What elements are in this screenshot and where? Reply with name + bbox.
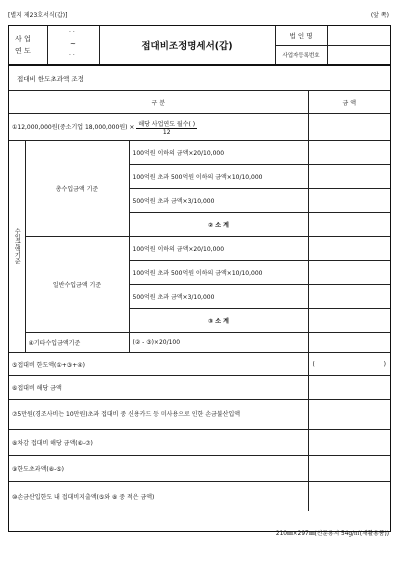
period-tilde: ~: [70, 40, 76, 48]
amount-cell-other[interactable]: [308, 333, 390, 353]
limit-paren-open: (: [312, 361, 315, 368]
col-header-amount: 금 액: [308, 91, 390, 114]
rate-b-1: 100억원 이하의 금액×20/10,000: [129, 237, 308, 261]
total-revenue-basis-label: 총수입금액 기준: [25, 141, 129, 237]
adjustment-table: [9, 90, 390, 511]
form-number: [별지 제23호서식(갑)]: [8, 12, 68, 19]
limit-amount-label: ⑤접대비 한도액(①+③+④): [9, 353, 308, 376]
table-row: [9, 353, 390, 376]
table-row: [9, 482, 390, 511]
other-revenue-basis-label: ④기타수입금액기준: [25, 333, 129, 353]
amount-cell-8[interactable]: [308, 430, 390, 456]
table-row: [9, 400, 390, 430]
fiscal-year-label-cell: [9, 26, 48, 64]
table-row: [9, 237, 390, 261]
limit-paren-close: ): [383, 361, 386, 368]
section-title: 접대비 한도초과액 조정: [17, 75, 84, 83]
entertainment-expense-label: ⑥접대비 해당 금액: [9, 376, 308, 400]
col-header-item: 구 분: [9, 91, 308, 114]
base-amount-label: [9, 114, 308, 141]
amount-cell-a2[interactable]: [308, 165, 390, 189]
months-numerator: 해당 사업연도 월수( ): [138, 120, 196, 128]
table-row: [9, 333, 390, 353]
base-amount-text: ①12,000,000원(중소기업 18,000,000원) ×: [12, 123, 135, 131]
subtotal-b: ③ 소 계: [129, 309, 308, 333]
amount-cell-9[interactable]: [308, 456, 390, 482]
table-row: [9, 430, 390, 456]
rate-a-3: 500억원 초과 금액×3/10,000: [129, 189, 308, 213]
amount-cell-10[interactable]: [308, 482, 390, 511]
net-entertainment-label: ⑧차감 접대비 해당 금액(⑥-⑦): [9, 430, 308, 456]
other-revenue-formula: (② - ③)×20/100: [129, 333, 308, 353]
table-row: [9, 141, 390, 165]
subtotal-a: ② 소 계: [129, 213, 308, 237]
paper-spec-footer: 210㎜×297㎜(신문용지 54g/㎡(재활용품)): [275, 531, 389, 537]
rate-b-2: 100억원 초과 500억원 이하의 금액×10/10,000: [129, 261, 308, 285]
table-row: [9, 376, 390, 400]
amount-cell-a3[interactable]: [308, 189, 390, 213]
deductible-within-limit-label: ⑩손금산입한도 내 접대비지출액(⑤와 ⑧ 중 적은 금액): [9, 482, 308, 511]
revenue-basis-vertical-cell: [9, 141, 25, 353]
period-end: · ·: [69, 52, 75, 59]
amount-cell-b1[interactable]: [308, 237, 390, 261]
amount-cell-subtotal-b[interactable]: [308, 309, 390, 333]
amount-cell-limit[interactable]: [308, 353, 390, 376]
amount-cell-subtotal-a[interactable]: [308, 213, 390, 237]
amount-cell-7[interactable]: [308, 400, 390, 430]
fiscal-year-label: 사 업 연 도: [15, 35, 31, 55]
biz-reg-no-label: 사업자등록번호: [275, 45, 328, 64]
corp-name-label: 법 인 명: [275, 26, 328, 46]
excess-amount-label: ⑨한도초과액(⑧-⑤): [9, 456, 308, 482]
months-denominator: 12: [162, 128, 171, 136]
biz-reg-no-field[interactable]: [327, 45, 390, 64]
amount-cell-b3[interactable]: [308, 285, 390, 309]
amount-cell-1[interactable]: [308, 114, 390, 141]
months-fraction: [136, 119, 197, 136]
revenue-basis-vertical-label: 수입금액기준: [13, 227, 21, 264]
table-row: [9, 456, 390, 482]
amount-cell-b2[interactable]: [308, 261, 390, 285]
page-note: (앞 쪽): [370, 12, 389, 19]
main-form: [8, 65, 391, 532]
period-start: · ·: [69, 29, 75, 36]
form-header: [8, 25, 391, 65]
rate-b-3: 500억원 초과 금액×3/10,000: [129, 285, 308, 309]
rate-a-1: 100억원 이하의 금액×20/10,000: [129, 141, 308, 165]
general-revenue-basis-label: 일반수입금액 기준: [25, 237, 129, 333]
rate-a-2: 100억원 초과 500억원 이하의 금액×10/10,000: [129, 165, 308, 189]
non-card-disallowance-label: ⑦5만원(경조사비는 10만원)초과 접대비 중 신용카드 등 미사용으로 인한 손금불산입액: [9, 400, 308, 430]
corp-name-field[interactable]: [327, 26, 390, 46]
amount-cell-6[interactable]: [308, 376, 390, 400]
form-title: 접대비조정명세서(갑): [99, 26, 276, 64]
table-row-base-amount: [9, 114, 390, 141]
table-header-row: [9, 91, 390, 114]
amount-cell-a1[interactable]: [308, 141, 390, 165]
fiscal-period-cell: [47, 26, 100, 64]
